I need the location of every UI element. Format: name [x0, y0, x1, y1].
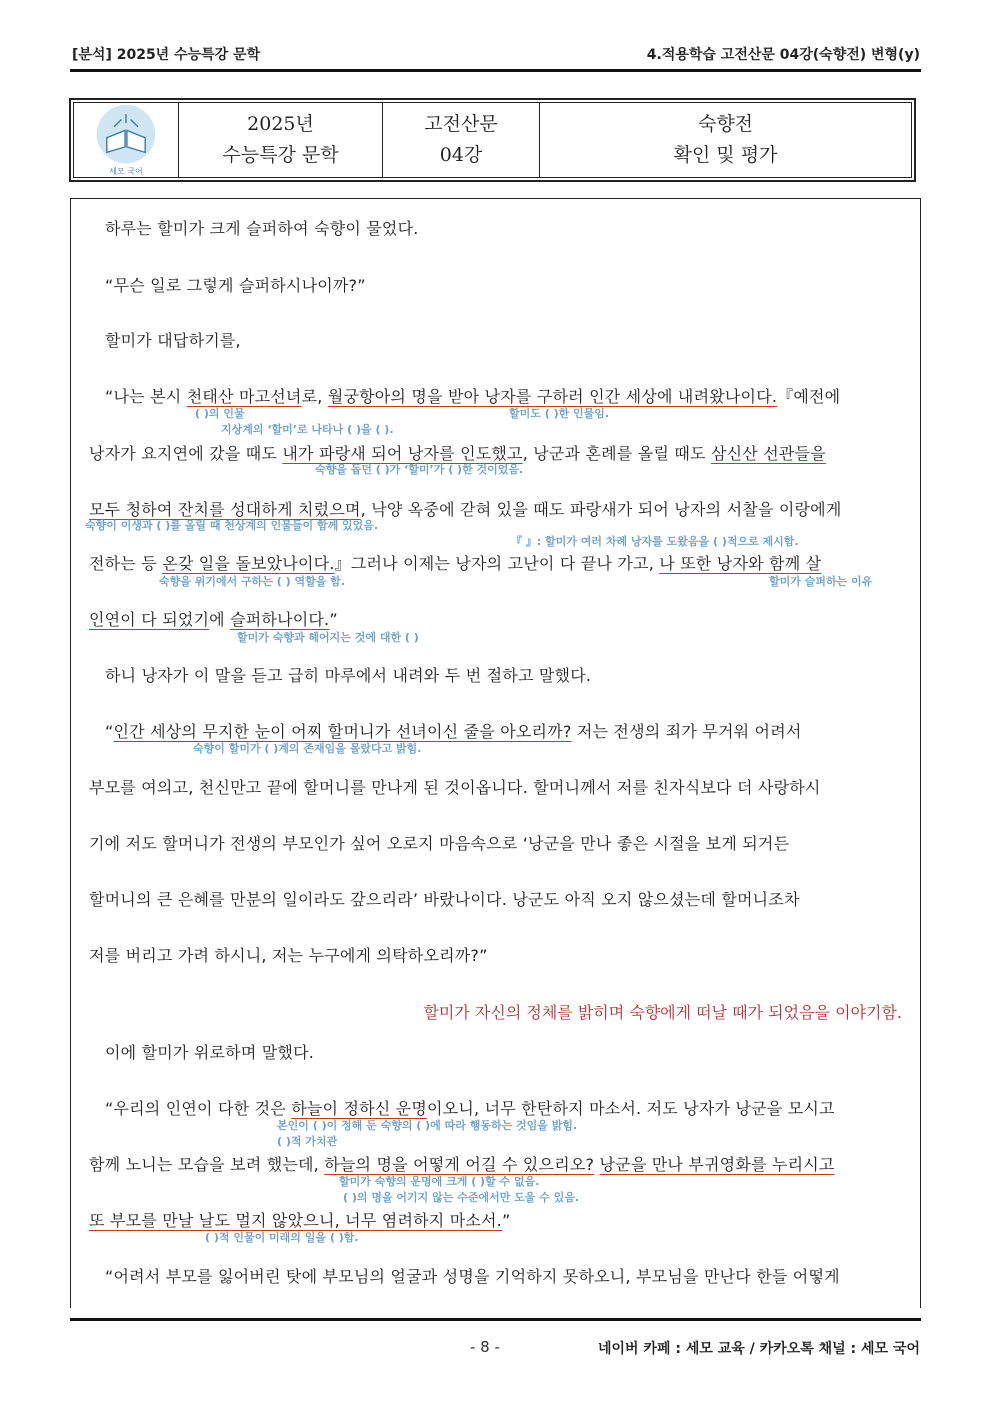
passage-line: 할머니의 큰 은혜를 만분의 일이라도 갚으리라’ 바랐나이다. 낭군도 아직 오지 않으셨는데 할머니조차: [89, 890, 800, 909]
passage-line: 인연이 다 되었기에 슬퍼하나이다.”: [89, 610, 338, 629]
passage-line: 부모를 여의고, 천신만고 끝에 할머니를 만나게 된 것이옵니다. 할머니께서 저를 친자식보다 더 사랑하시: [89, 778, 821, 797]
annotation-note: 할미가 슬퍼하는 이유: [769, 575, 873, 588]
title-cell-year: [179, 103, 383, 177]
logo-text: 세모 국어: [109, 167, 143, 176]
header-rule: [70, 69, 921, 72]
passage-line: 저를 버리고 가려 하시니, 저는 누구에게 의탁하오리까?”: [89, 946, 488, 965]
annotation-note: 숙향을 돕던 ( )가 ‘할미’가 ( )한 것이었음.: [315, 463, 524, 476]
passage-line: 낭자가 요지연에 갔을 때도 내가 파랑새 되어 낭자를 인도했고, 낭군과 혼례를 올릴 때도 삼신산 선관들을: [89, 444, 826, 463]
page-number: - 8 -: [470, 1338, 500, 1356]
passage-line: “우리의 인연이 다한 것은 하늘이 정하신 운명이오니, 너무 한탄하지 마소서. 저도 낭자가 낭군을 모시고: [105, 1099, 835, 1118]
annotation-note: ( )의 인물: [195, 407, 245, 420]
header-title-left: [분석] 2025년 수능특강 문학: [72, 47, 261, 63]
title-work: 숙향전: [697, 113, 754, 135]
title-cell-unit: [383, 103, 540, 177]
passage-line: 하루는 할미가 크게 슬퍼하여 숙향이 물었다.: [105, 219, 419, 238]
passage-line: 이에 할미가 위로하며 말했다.: [105, 1043, 315, 1062]
annotation-note: ( )의 명을 어기지 않는 수준에서만 도울 수 있음.: [343, 1191, 580, 1204]
passage-line: 기에 저도 할머니가 전생의 부모인가 싶어 오로지 마음속으로 ‘낭군을 만나 좋은 시절을 보게 되거든: [89, 834, 790, 853]
annotation-note: 본인이 ( )이 정해 둔 숙향의 ( )에 따라 행동하는 것임을 밝힘.: [277, 1119, 578, 1132]
passage-line: “인간 세상의 무지한 눈이 어찌 할머니가 선녀이신 줄을 아오리까? 저는 전생의 죄가 무거워 어려서: [105, 722, 802, 741]
passage-line: “나는 본시 천태산 마고선녀로, 월궁항아의 명을 받아 낭자를 구하러 인간 세상에 내려왔나이다.『예전에: [105, 387, 841, 406]
title-table: [69, 98, 916, 182]
annotation-note: 할미가 숙향의 운명에 크게 ( )할 수 없음.: [339, 1175, 540, 1188]
passage-line: 할미가 대답하기를,: [105, 331, 241, 350]
passage-line: 함께 노니는 모습을 보려 했는데, 하늘의 명을 어떻게 어길 수 있으리오? 낭군을 만나 부귀영화를 누리시고: [89, 1155, 835, 1174]
annotation-note: 할미도 ( )한 인물임.: [509, 407, 610, 420]
annotation-note: 할미가 숙향과 헤어지는 것에 대한 ( ): [237, 631, 419, 644]
passage-line: 모두 청하여 잔치를 성대하게 치렀으며, 낙양 옥중에 갇혀 있을 때도 파랑새가 되어 낭자의 서찰을 이랑에게: [89, 500, 842, 519]
title-cell-work: [540, 103, 911, 177]
annotation-note: ( )적 인물이 미래의 일을 ( )함.: [205, 1231, 359, 1244]
annotation-note: 숙향을 위기에서 구하는 ( ) 역할을 함.: [159, 575, 345, 588]
passage-line: 하니 낭자가 이 말을 듣고 급히 마루에서 내려와 두 번 절하고 말했다.: [105, 666, 592, 685]
summary-note: 할미가 자신의 정체를 밝히며 숙향에게 떠날 때가 되었음을 이야기함.: [423, 1003, 902, 1022]
logo-icon: [83, 103, 169, 167]
logo-cell: [74, 103, 179, 177]
title-book: 수능특강 문학: [222, 144, 339, 166]
title-genre: 고전산문: [424, 113, 498, 135]
passage-line: 전하는 등 온갖 일을 돌보았나이다.』그러나 이제는 낭자의 고난이 다 끝나 가고, 나 또한 낭자와 함께 살: [89, 554, 822, 573]
title-year: 2025년: [247, 113, 314, 135]
footer-text: 네이버 카페 : 세모 교육 / 카카오톡 채널 : 세모 국어: [597, 1341, 920, 1357]
passage-line: “어려서 부모를 잃어버린 탓에 부모님의 얼굴과 성명을 기억하지 못하오니, 부모님을 만난다 한들 어떻게: [105, 1267, 840, 1286]
annotation-note: ( )적 가치관: [277, 1135, 338, 1148]
footer-rule: [70, 1318, 921, 1321]
annotation-note: 『 』: 할미가 여러 차례 낭자를 도왔음을 ( )적으로 제시함.: [511, 535, 799, 548]
annotation-note: 지상계의 ‘할미’로 나타나 ( )을 ( ).: [221, 423, 394, 436]
passage-line: “무슨 일로 그렇게 슬퍼하시나이까?”: [105, 276, 366, 295]
header-title-right: 4.적용학습 고전산문 04강(숙향전) 변형(y): [646, 47, 920, 63]
passage-line: 또 부모를 만날 날도 멀지 않았으니, 너무 염려하지 마소서.”: [89, 1211, 511, 1230]
title-lesson: 04강: [439, 144, 483, 166]
annotation-note: 숙향이 이생과 ( )를 올릴 때 천상계의 인물들이 함께 있었음.: [85, 519, 379, 532]
annotation-note: 숙향이 할미가 ( )계의 존재임을 몰랐다고 밝힘.: [193, 742, 422, 755]
title-subtitle: 확인 및 평가: [673, 144, 778, 166]
passage-box: [70, 198, 921, 1308]
